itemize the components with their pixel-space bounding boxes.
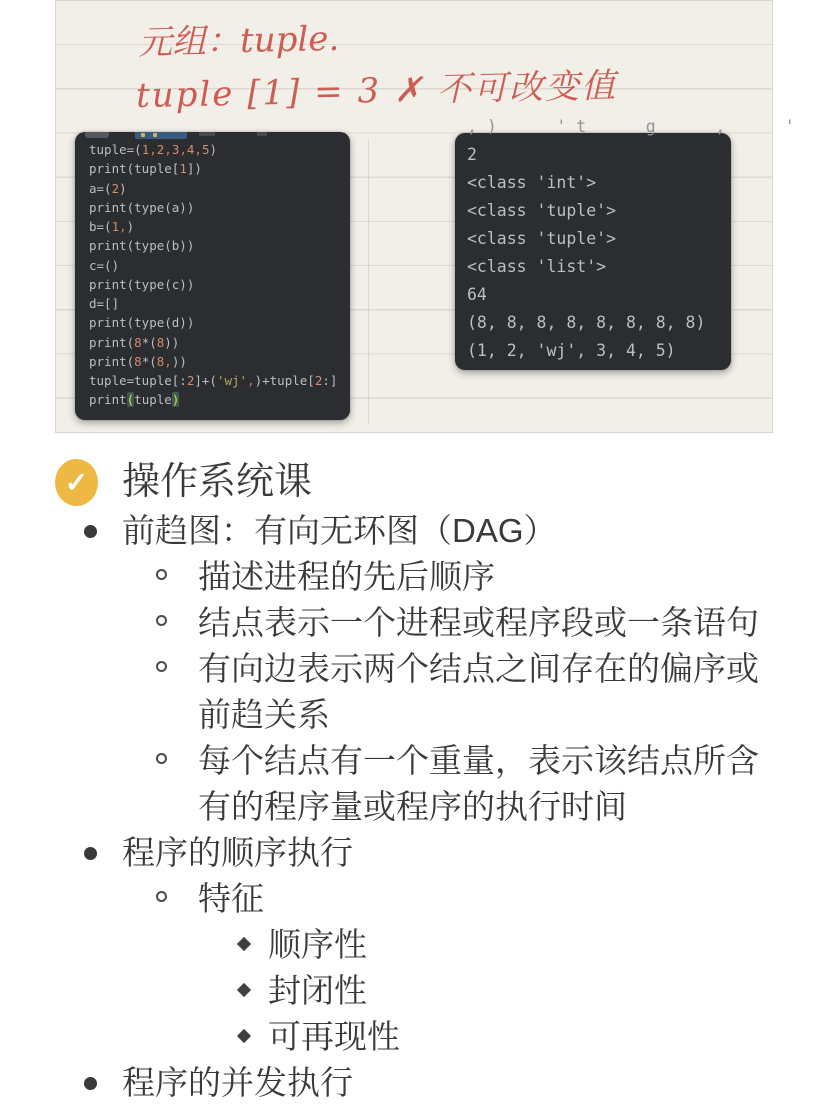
outline-row-text: 顺序性 <box>268 926 367 963</box>
bullet-diamond-icon <box>237 937 251 951</box>
console-line: (8, 8, 8, 8, 8, 8, 8, 8) <box>467 313 706 332</box>
console-line: 64 <box>467 285 487 304</box>
console-line: 2 <box>467 145 477 164</box>
bullet-circle-icon <box>156 661 167 672</box>
code-lines <box>75 140 350 410</box>
code-line: print(8*(8,)) <box>89 353 187 369</box>
outline-row-level-3[interactable] <box>0 968 819 1014</box>
bullet-circle-icon <box>156 753 167 764</box>
outline-row-text: 程序的并发执行 <box>122 1064 353 1101</box>
handwriting-line-1: 元组：tuple. <box>137 18 340 64</box>
outline-row-level-2[interactable] <box>0 554 819 600</box>
code-line: print(type(d)) <box>89 315 195 331</box>
code-line: c=() <box>89 257 120 273</box>
console-line: <class 'tuple'> <box>467 201 617 220</box>
outline-row-level-1[interactable] <box>0 830 819 876</box>
outline-row-level-2[interactable] <box>0 600 819 646</box>
outline-row-text: 特征 <box>198 880 264 917</box>
code-line: print(tuple[1]) <box>89 161 202 177</box>
outline-row-text: 前趋图：有向无环图（DAG） <box>122 512 557 549</box>
outline-row-text: 有向边表示两个结点之间存在的偏序或前趋关系 <box>198 650 759 733</box>
clip-yellow-dot <box>141 133 145 137</box>
handwriting-line-2: tuple [1] = 3 ✗ 不可改变值 <box>135 65 618 117</box>
outline-title: 操作系统课 <box>122 461 313 503</box>
bullet-diamond-icon <box>237 1029 251 1043</box>
outline-row-level-2[interactable] <box>0 876 819 922</box>
console-line: <class 'tuple'> <box>467 229 617 248</box>
clip-yellow-dot <box>153 133 157 137</box>
outline-row-text: 封闭性 <box>268 972 367 1009</box>
bullet-circle-icon <box>156 569 167 580</box>
code-line: d=[] <box>89 296 120 311</box>
outline-row-level-2[interactable] <box>0 738 819 830</box>
console-clipped-top-line: , ) ' t g , ' <box>467 117 795 136</box>
code-line: a=(2) <box>89 180 127 196</box>
code-line: tuple=(1,2,3,4,5) <box>89 142 217 157</box>
clip-gray-mark <box>257 132 267 136</box>
clip-tab-shape <box>85 132 109 138</box>
console-line: (1, 2, 'wj', 3, 4, 5) <box>467 341 676 360</box>
bullet-dot-icon <box>84 1077 97 1090</box>
clip-gray-mark <box>199 132 215 136</box>
outline-row-level-2[interactable] <box>0 646 819 738</box>
code-line: print(type(b)) <box>89 238 195 254</box>
code-line: b=(1,) <box>89 219 135 234</box>
code-line: print(type(a)) <box>89 199 195 215</box>
console-line: <class 'list'> <box>467 257 607 276</box>
note-outline <box>0 456 819 1106</box>
console-lines <box>455 141 731 365</box>
bullet-dot-icon <box>84 525 97 538</box>
bullet-circle-icon <box>156 615 167 626</box>
bullet-circle-icon <box>156 891 167 902</box>
outline-row-level-1[interactable] <box>0 1060 819 1106</box>
code-line: print(tuple) <box>89 392 180 408</box>
screenshot-edge-line <box>368 140 369 425</box>
outline-row-text: 可再现性 <box>268 1018 400 1055</box>
outline-row-level-3[interactable] <box>0 922 819 968</box>
outline-row-level-3[interactable] <box>0 1014 819 1060</box>
outline-row-text: 每个结点有一个重量，表示该结点所含有的程序量或程序的执行时间 <box>198 742 759 825</box>
outline-row-text: 程序的顺序执行 <box>122 834 353 871</box>
bullet-diamond-icon <box>237 983 251 997</box>
bullet-dot-icon <box>84 847 97 860</box>
editor-top-clip-decoration <box>75 132 350 139</box>
outline-rows <box>0 508 819 1106</box>
outline-row-text: 描述进程的先后顺序 <box>198 558 495 595</box>
code-line: print(type(c)) <box>89 276 195 292</box>
console-output-screenshot[interactable] <box>455 117 795 370</box>
code-editor-screenshot[interactable] <box>75 132 350 420</box>
code-line: tuple=tuple[:2]+('wj',)+tuple[2:] <box>89 373 338 388</box>
outline-title-row[interactable] <box>0 456 819 508</box>
console-line: <class 'int'> <box>467 173 597 192</box>
outline-row-level-1[interactable] <box>0 508 819 554</box>
check-circle-icon[interactable]: ✓ <box>55 459 98 506</box>
outline-row-text: 结点表示一个进程或程序段或一条语句 <box>198 604 759 641</box>
code-line: print(8*(8)) <box>89 334 180 350</box>
